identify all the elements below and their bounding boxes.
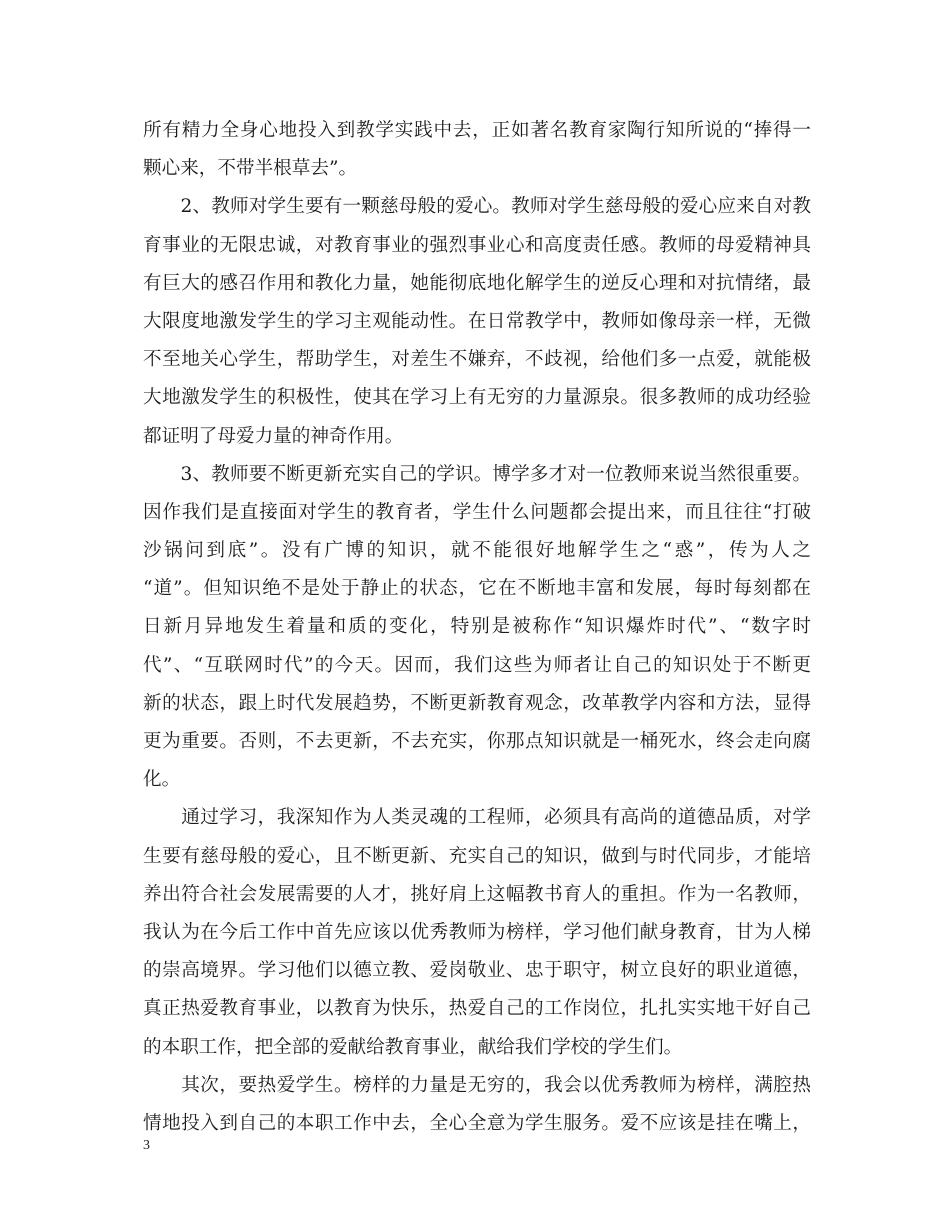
text-line: 不至地关心学生，帮助学生，对差生不嫌弃，不歧视，给他们多一点爱，就能极 bbox=[143, 349, 811, 371]
text-line: 日新月异地发生着量和质的变化，特别是被称作“知识爆炸时代”、“数字时 bbox=[143, 616, 811, 638]
text-line: 其次，要热爱学生。榜样的力量是无穷的，我会以优秀教师为榜样，满腔热 bbox=[143, 1074, 811, 1096]
text-line: 的崇高境界。学习他们以德立教、爱岗敬业、忠于职守，树立良好的职业道德， bbox=[143, 960, 811, 982]
text-line: 大限度地激发学生的学习主观能动性。在日常教学中，教师如像母亲一样，无微 bbox=[143, 310, 811, 332]
text-line: 生要有慈母般的爱心，且不断更新、充实自己的知识，做到与时代同步，才能培 bbox=[143, 845, 811, 867]
text-line: 育事业的无限忠诚，对教育事业的强烈事业心和高度责任感。教师的母爱精神具 bbox=[143, 234, 811, 256]
text-line: 化。 bbox=[143, 769, 181, 791]
text-line: 养出符合社会发展需要的人才，挑好肩上这幅教书育人的重担。作为一名教师， bbox=[143, 883, 811, 905]
text-line: 我认为在今后工作中首先应该以优秀教师为榜样，学习他们献身教育，甘为人梯 bbox=[143, 921, 811, 943]
text-line: 大地激发学生的积极性，使其在学习上有无穷的力量源泉。很多教师的成功经验 bbox=[143, 387, 811, 409]
text-line: 所有精力全身心地投入到教学实践中去，正如著名教育家陶行知所说的“捧得一 bbox=[143, 120, 811, 141]
text-line: 情地投入到自己的本职工作中去，全心全意为学生服务。爱不应该是挂在嘴上， bbox=[143, 1112, 811, 1134]
text-line: 真正热爱教育事业，以教育为快乐，热爱自己的工作岗位，扎扎实实地干好自己 bbox=[143, 998, 811, 1020]
text-line: 3、教师要不断更新充实自己的学识。博学多才对一位教师来说当然很重要。 bbox=[143, 463, 811, 485]
body-text bbox=[143, 112, 811, 1143]
text-line: 颗心来，不带半根草去”。 bbox=[143, 158, 358, 180]
text-line: 有巨大的感召作用和教化力量，她能彻底地化解学生的逆反心理和对抗情绪，最 bbox=[143, 272, 811, 294]
text-line: 2、教师对学生要有一颗慈母般的爱心。教师对学生慈母般的爱心应来自对教 bbox=[143, 196, 811, 218]
text-line: 代”、“互联网时代”的今天。因而，我们这些为师者让自己的知识处于不断更 bbox=[143, 654, 811, 676]
text-line: 新的状态，跟上时代发展趋势，不断更新教育观念，改革教学内容和方法，显得 bbox=[143, 692, 811, 714]
text-line: 沙锅问到底”。没有广博的知识，就不能很好地解学生之“惑”，传为人之 bbox=[143, 540, 811, 562]
text-line: 的本职工作，把全部的爱献给教育事业，献给我们学校的学生们。 bbox=[143, 1036, 683, 1058]
page-number: 3 bbox=[143, 1138, 150, 1153]
text-line: 都证明了母爱力量的神奇作用。 bbox=[143, 425, 404, 447]
text-line: 通过学习，我深知作为人类灵魂的工程师，必须具有高尚的道德品质，对学 bbox=[143, 807, 811, 829]
text-line: 更为重要。否则，不去更新，不去充实，你那点知识就是一桶死水，终会走向腐 bbox=[143, 731, 811, 752]
text-line: 因作我们是直接面对学生的教育者，学生什么问题都会提出来，而且往往“打破 bbox=[143, 501, 811, 523]
text-line: “道”。但知识绝不是处于静止的状态，它在不断地丰富和发展，每时每刻都在 bbox=[143, 578, 811, 600]
